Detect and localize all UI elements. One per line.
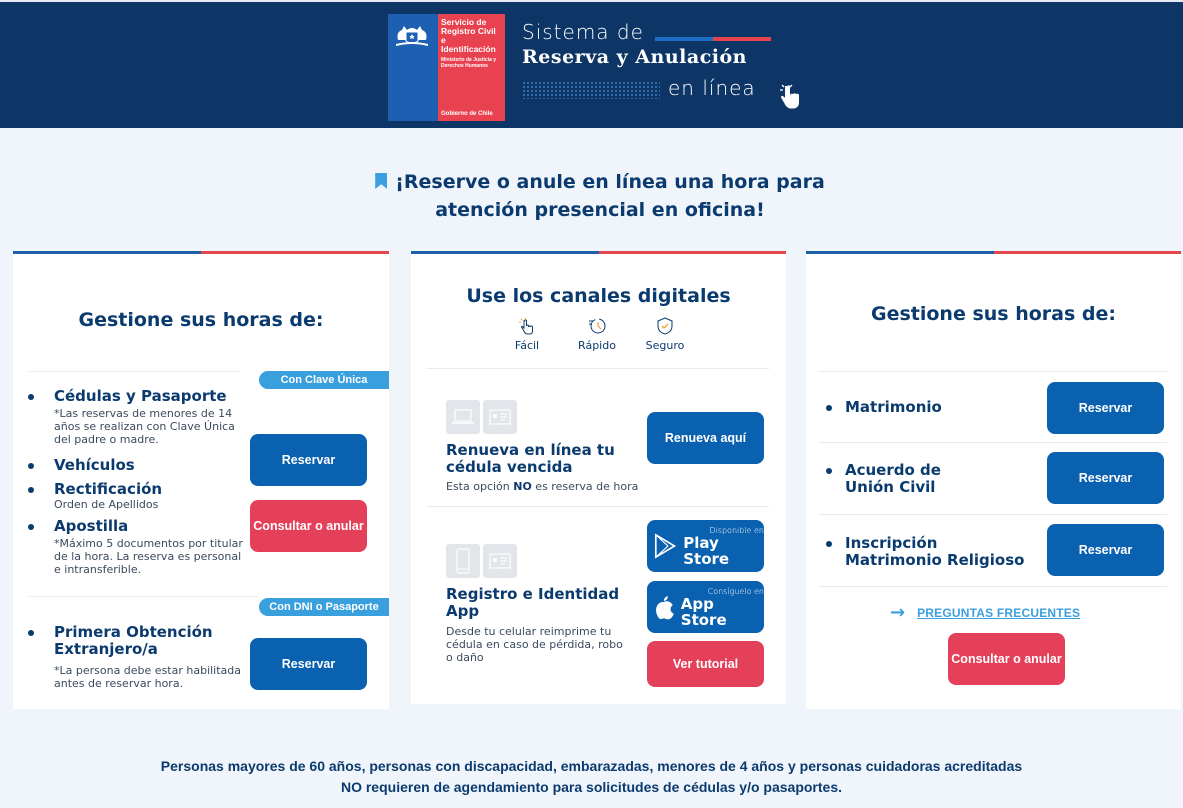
card-title: Gestione sus horas de: (870, 303, 1116, 325)
tagline-text: ¡Reserve o anule en línea una hora para atención presencial en oficina! (395, 171, 825, 221)
list-item-union-civil (826, 462, 986, 496)
renew-here-button[interactable]: Renueva aquí (647, 412, 764, 464)
hand-pointer-icon (518, 317, 536, 335)
item-name: Inscripción Matrimonio Religioso (845, 534, 1025, 569)
divider (819, 442, 1167, 443)
bullet (28, 487, 34, 493)
divider (427, 506, 769, 507)
item-note: *Máximo 5 documentos por titular de la hora. La reserva es personal e intransferible. (54, 537, 243, 576)
coat-of-arms-icon (394, 22, 430, 50)
item-note: Orden de Apellidos (54, 498, 159, 511)
badge-dni-pasaporte: Con DNI o Pasaporte (259, 598, 389, 616)
footer-notice (0, 756, 1183, 798)
card-digital-channels (411, 251, 786, 704)
logo-ministry: Ministerio de Justicia y Derechos Humanos (441, 57, 497, 69)
divider (29, 371, 239, 372)
header-banner (0, 0, 1183, 128)
store-small-label: Disponible en (709, 525, 764, 535)
reserve-button[interactable]: Reservar (250, 434, 367, 486)
reserve-matrimonio-religioso-button[interactable]: Reservar (1047, 524, 1164, 576)
card-title: Use los canales digitales (466, 285, 731, 307)
feature-label: Fácil (514, 339, 540, 352)
bookmark-icon (375, 173, 387, 189)
renew-title: Renueva en línea tu cédula vencida (446, 441, 615, 476)
feature-label: Rápido (578, 339, 616, 352)
hand-pointer-icon (778, 82, 806, 110)
store-big-label: App Store (680, 594, 727, 629)
id-card-icon (483, 400, 517, 434)
consult-cancel-button[interactable]: Consultar o anular (250, 500, 367, 552)
bullet (28, 394, 34, 400)
laptop-icon (446, 400, 480, 434)
list-item-matrimonio-religioso (826, 535, 1026, 569)
app-title: Registro e Identidad App (446, 585, 620, 620)
title-line-1: Sistema de (522, 20, 644, 44)
note-text: es reserva de hora (531, 480, 639, 493)
consult-cancel-button[interactable]: Consultar o anular (948, 633, 1065, 685)
bullet (28, 463, 34, 469)
feature-rapido (567, 317, 627, 352)
badge-clave-unica: Con Clave Única (259, 371, 389, 389)
reserve-foreign-button[interactable]: Reservar (250, 638, 367, 690)
card-accent-bar (411, 251, 786, 254)
card-accent-bar (806, 251, 1181, 254)
note-text: Esta opción (446, 480, 514, 493)
bullet (826, 405, 832, 411)
faq-link-row (890, 602, 1080, 623)
logo-service-name: Servicio de Registro Civil e Identificación (441, 17, 496, 54)
list-item-primera-obtencion (28, 624, 248, 690)
divider (819, 514, 1167, 515)
title-line-3: en línea (668, 76, 756, 100)
item-name: Acuerdo de Unión Civil (845, 461, 941, 496)
registro-civil-logo[interactable] (388, 14, 505, 121)
title-line-2: Reserva y Anulación (522, 46, 747, 68)
item-name: Matrimonio (845, 398, 942, 416)
card-title: Gestione sus horas de: (78, 309, 324, 331)
list-item-vehiculos (28, 457, 248, 474)
arrow-right-icon: → (890, 602, 906, 623)
divider (427, 368, 769, 369)
logo-red-panel (438, 14, 505, 121)
bullet (28, 630, 34, 636)
app-note: Desde tu celular reimprime tu cédula en caso de pérdida, robo o daño (446, 625, 623, 664)
logo-blue-panel (388, 14, 438, 121)
list-item-rectificacion (28, 481, 248, 511)
item-name: Primera Obtención Extranjero/a (54, 623, 213, 658)
item-name: Cédulas y Pasaporte (54, 387, 227, 405)
renew-note (446, 480, 638, 493)
feature-seguro (635, 317, 695, 352)
bullet (826, 468, 832, 474)
item-name: Apostilla (54, 517, 129, 535)
store-small-label: Consíguelo en (707, 586, 764, 596)
feature-facil (497, 317, 557, 352)
divider (819, 371, 1167, 372)
feature-label: Seguro (645, 339, 685, 352)
footer-line-1: Personas mayores de 60 años, personas con discapacidad, embarazadas, menores de 4 años y personas cuidadoras acreditadas (160, 758, 1023, 774)
card-accent-bar (13, 251, 389, 254)
store-text (681, 587, 764, 628)
dotted-pattern (522, 81, 660, 99)
id-card-icon (483, 544, 517, 578)
play-store-icon (653, 532, 677, 560)
item-name: Rectificación (54, 480, 163, 498)
divider (29, 596, 259, 597)
faq-link[interactable]: PREGUNTAS FRECUENTES (917, 605, 1081, 620)
list-item-apostilla (28, 518, 248, 576)
item-note: *Las reservas de menores de 14 años se realizan con Clave Única del padre o madre. (54, 407, 235, 446)
item-note: *La persona debe estar habilitada antes de reservar hora. (54, 664, 242, 690)
list-item-matrimonio (826, 399, 1026, 416)
store-text (683, 526, 764, 567)
smartphone-icon (446, 544, 480, 578)
system-title (522, 20, 756, 100)
reserve-matrimonio-button[interactable]: Reservar (1047, 382, 1164, 434)
card-marriage-procedures (806, 251, 1181, 709)
view-tutorial-button[interactable]: Ver tutorial (647, 641, 764, 687)
page-tagline (340, 168, 860, 224)
title-accent-bar (655, 37, 771, 41)
play-store-button[interactable] (647, 520, 764, 572)
note-bold: NO (513, 480, 532, 493)
logo-government: Gobierno de Chile (441, 111, 493, 117)
bullet (28, 524, 34, 530)
card-civil-procedures (13, 251, 389, 709)
divider (819, 586, 1167, 587)
store-big-label: Play Store (683, 533, 730, 568)
app-store-button[interactable] (647, 581, 764, 633)
reserve-union-civil-button[interactable]: Reservar (1047, 452, 1164, 504)
bullet (826, 541, 832, 547)
fast-clock-icon (588, 317, 606, 335)
apple-icon (653, 594, 675, 620)
footer-line-2: NO requieren de agendamiento para solicitudes de cédulas y/o pasaportes. (340, 779, 843, 795)
list-item-cedulas (28, 388, 248, 446)
shield-check-icon (656, 317, 674, 335)
item-name: Vehículos (54, 456, 135, 474)
